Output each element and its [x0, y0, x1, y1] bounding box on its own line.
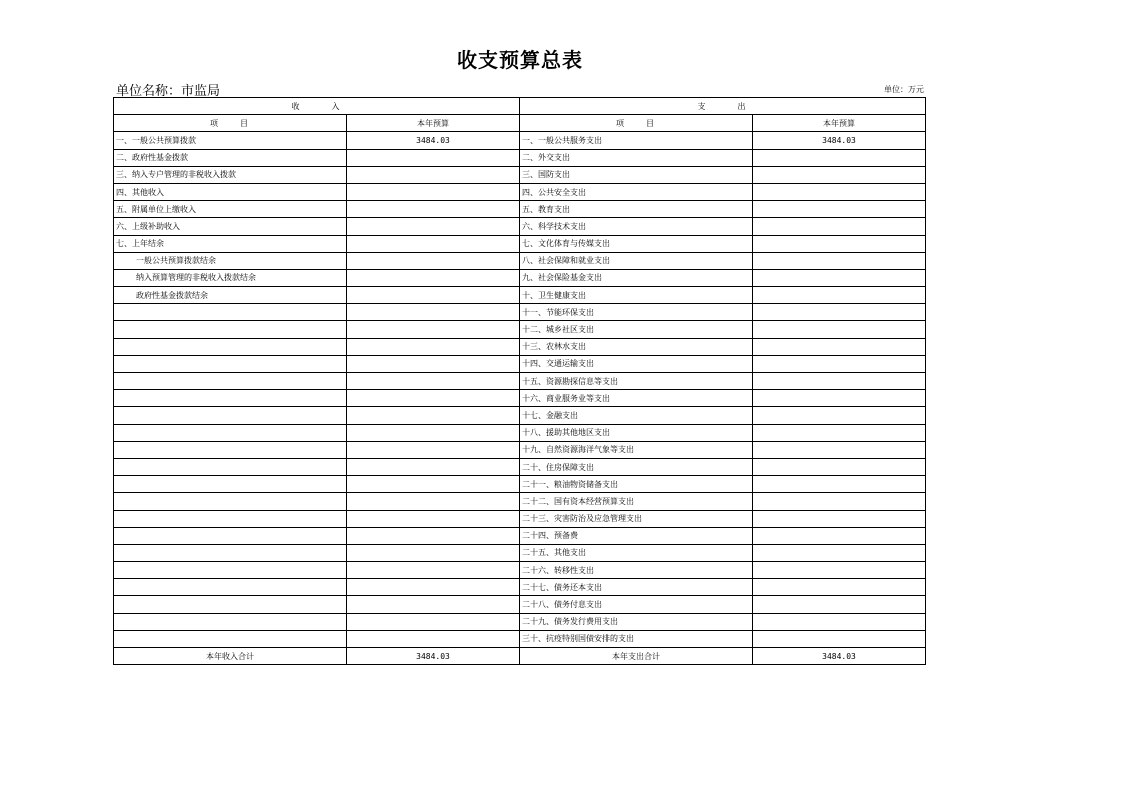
income-value-cell: [347, 613, 520, 630]
group-header-row: [114, 98, 926, 115]
expense-total-label: 本年支出合计: [520, 648, 753, 665]
budget-table: [113, 97, 926, 665]
table-row: [114, 132, 926, 149]
expense-item-cell: 二十六、转移性支出: [520, 562, 753, 579]
table-row: [114, 201, 926, 218]
table-row: [114, 373, 926, 390]
income-value-cell: [347, 149, 520, 166]
income-item-cell: 六、上级补助收入: [114, 218, 347, 235]
income-item-cell: [114, 321, 347, 338]
expense-value-cell: [753, 321, 926, 338]
expense-item-cell: 二十二、国有资本经营预算支出: [520, 493, 753, 510]
expense-item-cell: 一、一般公共服务支出: [520, 132, 753, 149]
income-value-cell: [347, 183, 520, 200]
income-item-cell: 三、纳入专户管理的非税收入拨款: [114, 166, 347, 183]
table-row: [114, 390, 926, 407]
expense-item-cell: 十、卫生健康支出: [520, 287, 753, 304]
income-item-cell: [114, 493, 347, 510]
table-row: [114, 476, 926, 493]
unit-name: 单位名称：市监局: [116, 84, 221, 99]
income-value-cell: [347, 579, 520, 596]
table-row: [114, 544, 926, 561]
table-row: [114, 424, 926, 441]
table-row: [114, 596, 926, 613]
expense-item-header: 项 目: [520, 115, 753, 132]
expense-value-cell: [753, 562, 926, 579]
expense-value-cell: [753, 441, 926, 458]
income-value-cell: [347, 510, 520, 527]
expense-item-cell: 十七、金融支出: [520, 407, 753, 424]
expense-value-cell: [753, 596, 926, 613]
expense-item-cell: 三、国防支出: [520, 166, 753, 183]
table-row: [114, 304, 926, 321]
expense-item-cell: 十二、城乡社区支出: [520, 321, 753, 338]
income-value-cell: [347, 304, 520, 321]
expense-item-cell: 七、文化体育与传媒支出: [520, 235, 753, 252]
expense-value-cell: [753, 579, 926, 596]
expense-value-cell: [753, 373, 926, 390]
table-row: [114, 149, 926, 166]
expense-value-cell: [753, 544, 926, 561]
expense-item-cell: 二十八、债务付息支出: [520, 596, 753, 613]
expense-item-cell: 二十四、预备费: [520, 527, 753, 544]
expense-item-cell: 九、社会保险基金支出: [520, 269, 753, 286]
income-value-cell: [347, 596, 520, 613]
table-row: [114, 269, 926, 286]
income-item-cell: [114, 562, 347, 579]
expense-value-cell: 3484.03: [753, 132, 926, 149]
table-row: [114, 441, 926, 458]
expense-item-cell: 八、社会保障和就业支出: [520, 252, 753, 269]
income-item-cell: [114, 407, 347, 424]
income-item-cell: [114, 355, 347, 372]
expense-item-cell: 十四、交通运输支出: [520, 355, 753, 372]
income-value-cell: [347, 287, 520, 304]
income-value-cell: [347, 235, 520, 252]
table-row: [114, 183, 926, 200]
income-value-cell: [347, 390, 520, 407]
income-value-cell: [347, 252, 520, 269]
expense-item-cell: 十八、援助其他地区支出: [520, 424, 753, 441]
table-row: [114, 321, 926, 338]
income-value-cell: [347, 493, 520, 510]
expense-value-cell: [753, 252, 926, 269]
expense-item-cell: 十六、商业服务业等支出: [520, 390, 753, 407]
income-item-cell: [114, 510, 347, 527]
table-row: [114, 458, 926, 475]
expense-value-cell: [753, 355, 926, 372]
income-total-value: 3484.03: [347, 648, 520, 665]
expense-value-cell: [753, 390, 926, 407]
expense-value-cell: [753, 201, 926, 218]
expense-value-cell: [753, 269, 926, 286]
income-item-cell: [114, 630, 347, 647]
expense-item-cell: 十一、节能环保支出: [520, 304, 753, 321]
expense-value-cell: [753, 476, 926, 493]
expense-value-cell: [753, 218, 926, 235]
table-row: [114, 510, 926, 527]
expense-value-cell: [753, 493, 926, 510]
income-value-cell: [347, 201, 520, 218]
income-total-label: 本年收入合计: [114, 648, 347, 665]
income-value-cell: [347, 458, 520, 475]
table-row: [114, 613, 926, 630]
income-item-cell: [114, 373, 347, 390]
table-row: [114, 218, 926, 235]
expense-value-cell: [753, 510, 926, 527]
expense-item-cell: 二、外交支出: [520, 149, 753, 166]
totals-row: [114, 648, 926, 665]
income-value-cell: [347, 373, 520, 390]
income-value-cell: [347, 562, 520, 579]
income-item-cell: 纳入预算管理的非税收入拨款结余: [114, 269, 347, 286]
table-row: [114, 407, 926, 424]
income-item-cell: [114, 476, 347, 493]
expense-budget-header: 本年预算: [753, 115, 926, 132]
income-value-cell: [347, 321, 520, 338]
income-item-cell: [114, 338, 347, 355]
income-value-cell: [347, 269, 520, 286]
table-row: [114, 252, 926, 269]
expense-value-cell: [753, 630, 926, 647]
income-value-cell: [347, 476, 520, 493]
table-row: [114, 493, 926, 510]
expense-item-cell: 十三、农林水支出: [520, 338, 753, 355]
income-item-cell: [114, 424, 347, 441]
expense-item-cell: 十五、资源勘探信息等支出: [520, 373, 753, 390]
income-item-cell: [114, 390, 347, 407]
income-value-cell: [347, 218, 520, 235]
expense-value-cell: [753, 338, 926, 355]
income-item-cell: [114, 527, 347, 544]
table-row: [114, 166, 926, 183]
income-item-cell: 四、其他收入: [114, 183, 347, 200]
income-item-cell: [114, 544, 347, 561]
expense-value-cell: [753, 304, 926, 321]
budget-table-body: [114, 98, 926, 665]
expense-value-cell: [753, 613, 926, 630]
income-item-header: 项 目: [114, 115, 347, 132]
column-header-row: [114, 115, 926, 132]
expense-item-cell: 二十三、灾害防治及应急管理支出: [520, 510, 753, 527]
income-item-cell: [114, 304, 347, 321]
expense-item-cell: 六、科学技术支出: [520, 218, 753, 235]
expense-item-cell: 三十、抗疫特别国债安排的支出: [520, 630, 753, 647]
expense-value-cell: [753, 527, 926, 544]
expense-item-cell: 二十七、债务还本支出: [520, 579, 753, 596]
income-item-cell: [114, 613, 347, 630]
income-value-cell: [347, 424, 520, 441]
expense-item-cell: 二十九、债务发行费用支出: [520, 613, 753, 630]
table-row: [114, 235, 926, 252]
expense-value-cell: [753, 424, 926, 441]
expense-item-cell: 五、教育支出: [520, 201, 753, 218]
table-row: [114, 579, 926, 596]
expense-total-value: 3484.03: [753, 648, 926, 665]
income-item-cell: 二、政府性基金拨款: [114, 149, 347, 166]
expense-item-cell: 十九、自然资源海洋气象等支出: [520, 441, 753, 458]
expense-value-cell: [753, 166, 926, 183]
income-value-cell: [347, 355, 520, 372]
income-item-cell: [114, 458, 347, 475]
income-item-cell: [114, 441, 347, 458]
income-value-cell: [347, 544, 520, 561]
table-row: [114, 355, 926, 372]
income-item-cell: 政府性基金拨款结余: [114, 287, 347, 304]
expense-item-cell: 二十、住房保障支出: [520, 458, 753, 475]
income-item-cell: 七、上年结余: [114, 235, 347, 252]
income-group-header: 收 入: [114, 98, 520, 115]
income-item-cell: 一、一般公共预算拨款: [114, 132, 347, 149]
expense-item-cell: 二十五、其他支出: [520, 544, 753, 561]
page-title: 收支预算总表: [457, 48, 583, 72]
table-row: [114, 630, 926, 647]
income-value-cell: [347, 407, 520, 424]
income-budget-header: 本年预算: [347, 115, 520, 132]
expense-value-cell: [753, 458, 926, 475]
expense-item-cell: 二十一、粮油物资储备支出: [520, 476, 753, 493]
table-row: [114, 562, 926, 579]
income-value-cell: [347, 166, 520, 183]
expense-value-cell: [753, 183, 926, 200]
income-item-cell: [114, 579, 347, 596]
expense-group-header: 支 出: [520, 98, 926, 115]
table-row: [114, 527, 926, 544]
expense-value-cell: [753, 149, 926, 166]
expense-value-cell: [753, 235, 926, 252]
income-value-cell: 3484.03: [347, 132, 520, 149]
income-item-cell: [114, 596, 347, 613]
expense-value-cell: [753, 287, 926, 304]
unit-label: 单位：万元: [884, 85, 924, 94]
income-item-cell: 一般公共预算拨款结余: [114, 252, 347, 269]
income-value-cell: [347, 441, 520, 458]
income-value-cell: [347, 630, 520, 647]
table-row: [114, 287, 926, 304]
income-item-cell: 五、附属单位上缴收入: [114, 201, 347, 218]
expense-value-cell: [753, 407, 926, 424]
table-row: [114, 338, 926, 355]
expense-item-cell: 四、公共安全支出: [520, 183, 753, 200]
income-value-cell: [347, 527, 520, 544]
income-value-cell: [347, 338, 520, 355]
